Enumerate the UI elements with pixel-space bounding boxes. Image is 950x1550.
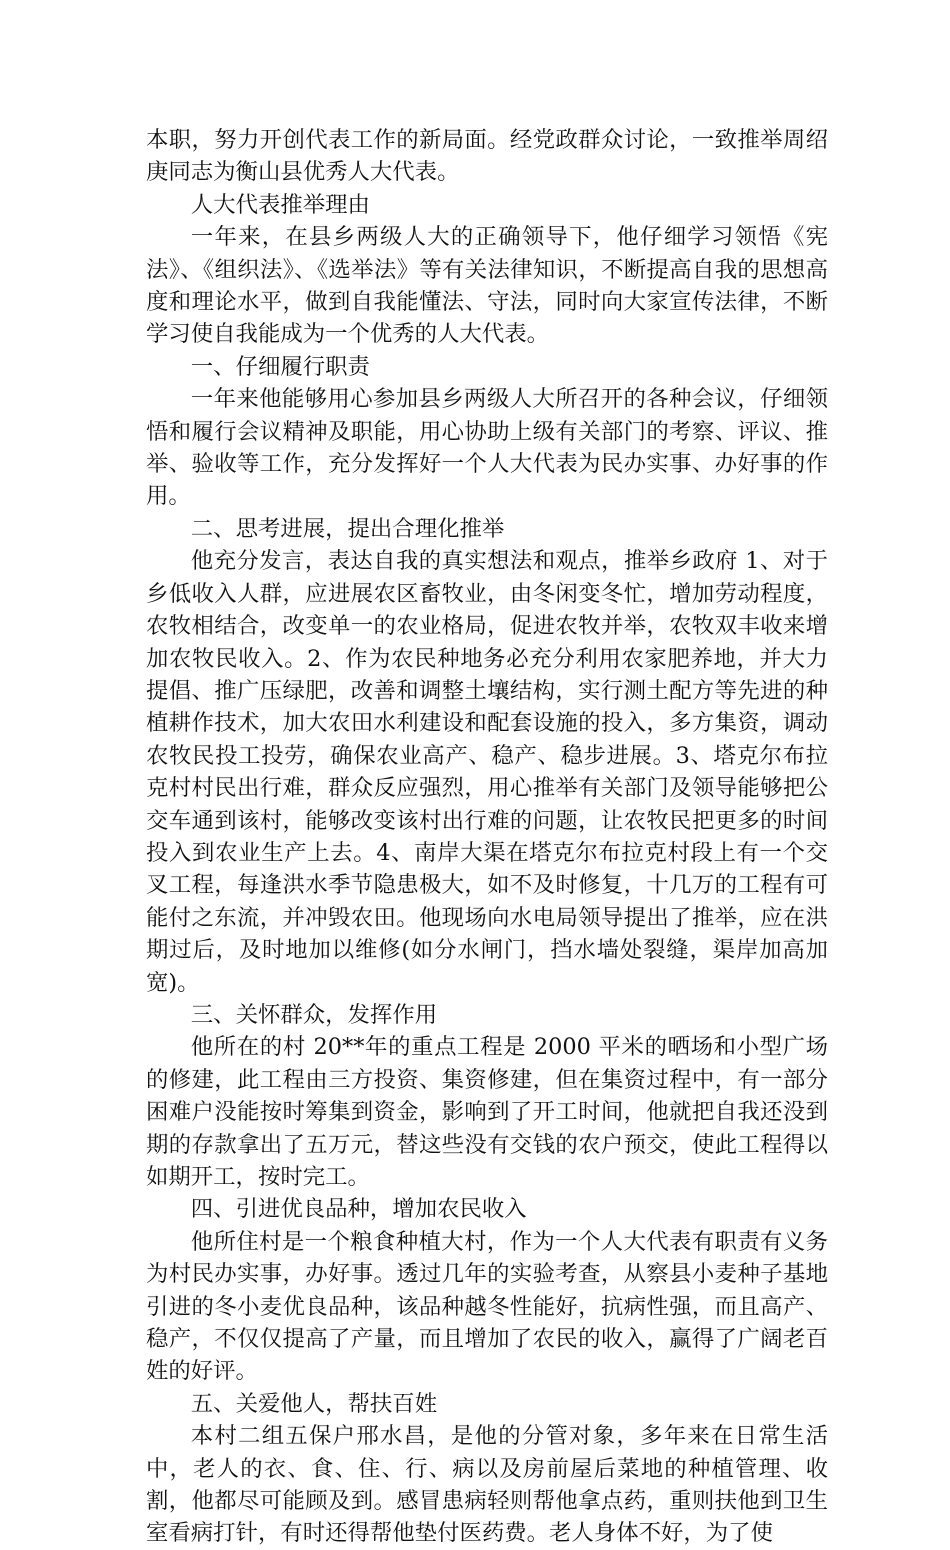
paragraph-section-5: 本村二组五保户邢水昌，是他的分管对象，多年来在日常生活中，老人的衣、食、住、行、病以及房前屋后菜地的种植管理、收割，他都尽可能顾及到。感冒患病轻则帮他拿点药，重则扶他到卫生室看病打针，有时还得帮他垫付医药费。老人身体不好，为了使 <box>146 1423 828 1547</box>
paragraph-section-2: 他充分发言，表达自我的真实想法和观点，推举乡政府 1、对于乡低收入人群，应进展农区畜牧业，由冬闲变冬忙，增加劳动程度，农牧相结合，改变单一的农业格局，促进农牧并举，农牧双丰收来增加农牧民收入。2、作为农民种地务必充分利用农家肥养地，并大力提倡、推广压绿肥，改善和调整土壤结构，实行测土配方等先进的种植耕作技术，加大农田水利建设和配套设施的投入，多方集资，调动农牧民投工投劳，确保农业高产、稳产、稳步进展。3、塔克尔布拉克村村民出行难，群众反应强烈，用心推举有关部门及领导能够把公交车通到该村，能够改变该村出行难的问题，让农牧民把更多的时间投入到农业生产上去。4、南岸大渠在塔克尔布拉克村段上有一个交叉工程，每逢洪水季节隐患极大，如不及时修复，十几万的工程有可能付之东流，并冲毁农田。他现场向水电局领导提出了推举，应在洪期过后，及时地加以维修(如分水闸门，挡水墙处裂缝，渠岸加高加宽)。 <box>146 548 828 996</box>
paragraph-section-3: 他所在的村 20**年的重点工程是 2000 平米的晒场和小型广场的修建，此工程由三方投资、集资修建，但在集资过程中，有一部分困难户没能按时筹集到资金，影响到了开工时间，他就把自我还没到期的存款拿出了五万元，替这些没有交钱的农户预交，使此工程得以如期开工，按时完工。 <box>146 1034 828 1190</box>
section-heading-5: 五、关爱他人，帮扶百姓 <box>190 1390 438 1417</box>
section-heading-3: 三、关怀群众，发挥作用 <box>190 1001 438 1028</box>
section-heading-reasons: 人大代表推举理由 <box>190 191 370 218</box>
document-body <box>146 124 828 1550</box>
paragraph-section-1: 一年来他能够用心参加县乡两级人大所召开的各种会议，仔细领悟和履行会议精神及职能，用心协助上级有关部门的考察、评议、推举、验收等工作，充分发挥好一个人大代表为民办实事、办好事的作用。 <box>146 386 828 510</box>
section-heading-2: 二、思考进展，提出合理化推举 <box>190 515 505 542</box>
section-heading-1: 一、仔细履行职责 <box>190 353 370 380</box>
paragraph-section-4: 他所住村是一个粮食种植大村，作为一个人大代表有职责有义务为村民办实事，办好事。透过几年的实验考查，从察县小麦种子基地引进的冬小麦优良品种，该品种越冬性能好，抗病性强，而且高产、稳产，不仅仅提高了产量，而且增加了农民的收入，赢得了广阔老百姓的好评。 <box>146 1228 828 1385</box>
paragraph-continuation: 本职，努力开创代表工作的新局面。经党政群众讨论，一致推举周绍庚同志为衡山县优秀人大代表。 <box>146 127 828 186</box>
paragraph-intro: 一年来，在县乡两级人大的正确领导下，他仔细学习领悟《宪法》、《组织法》、《选举法》等有关法律知识，不断提高自我的思想高度和理论水平，做到自我能懂法、守法，同时向大家宣传法律，不断学习使自我能成为一个优秀的人大代表。 <box>146 224 828 348</box>
section-heading-4: 四、引进优良品种，增加农民收入 <box>190 1196 527 1223</box>
